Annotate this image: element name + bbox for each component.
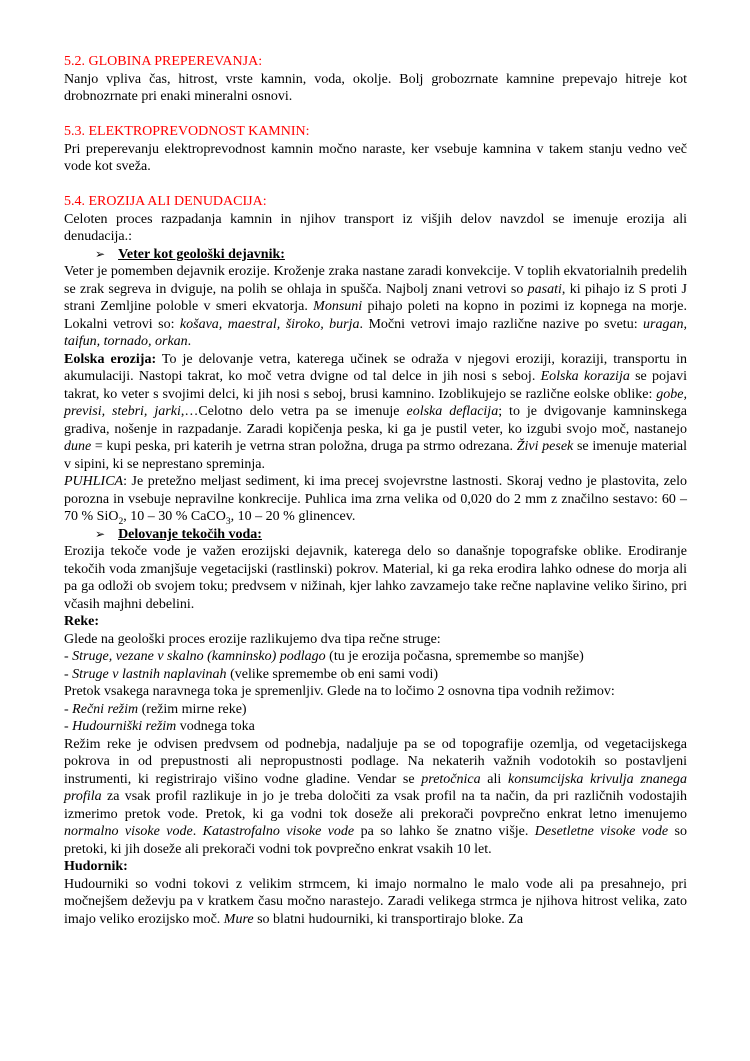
paragraph — [64, 648, 687, 666]
text-run: - — [64, 719, 73, 734]
text-run: Delovanje tekočih voda: — [118, 526, 262, 542]
section-heading — [64, 53, 687, 71]
text-run: ,…Celotno delo vetra pa se imenuje — [180, 404, 407, 419]
section-heading — [64, 193, 687, 211]
text-run: Reke: — [64, 614, 99, 629]
paragraph — [64, 543, 687, 613]
paragraph — [64, 473, 687, 526]
text-run: košava, maestral, široko, burja — [179, 316, 360, 332]
text-run: . — [187, 334, 192, 349]
text-run: : Je pretežno meljast sediment, ki ima precej svojevrstne lastnosti. Skoraj vedno je plastovita, zelo porozna in vsebuje nepravilne konkrecije. Puhlica ima zrna velika od 0,020 do 2 mm z značilno sestavo: 60 – 70 % SiO — [64, 474, 687, 524]
text-run: . Močni vetrovi imajo različne nazive po svetu: — [359, 316, 644, 332]
text-run: uragan, taifun, tornado, orkan — [64, 316, 687, 349]
bullet-item — [64, 526, 687, 544]
text-run: pihajo poleti na kopno in pozimi iz kopnega na morje. Lokalni vetrovi so: — [64, 299, 688, 332]
text-run: Eolska korazija — [540, 369, 630, 384]
text-run: Hudornik: — [64, 859, 128, 874]
text-run: eolska deflacija — [406, 404, 499, 419]
text-run: 5.3. ELEKTROPREVODNOST KAMNIN: — [64, 124, 310, 139]
text-run: Pretok vsakega naravnega toka je spremenljiv. Glede na to ločimo 2 osnovna tipa vodnih režimov: — [64, 684, 615, 699]
text-run: se imenuje material v sipini, ki se neprestano spreminja. — [64, 439, 687, 472]
paragraph — [64, 701, 687, 719]
text-run: dune — [64, 439, 92, 454]
text-run: pasati — [527, 281, 562, 297]
text-run: Režim reke je odvisen predvsem od podnebja, nadaljuje pa se od topografije ozemlja, od vegetacijskega pokrova in od prepustnosti ali nepropustnosti podlage. Na nekaterih važnih vodotokih so postavljeni instrumenti, ki registrirajo višino vodne gladine. Vendar se — [64, 736, 687, 787]
paragraph — [64, 736, 687, 859]
paragraph — [64, 666, 687, 684]
paragraph — [64, 613, 687, 631]
blank-line — [64, 176, 687, 194]
paragraph — [64, 718, 687, 736]
paragraph — [64, 876, 687, 929]
text-run: - — [64, 701, 73, 717]
text-run: so blatni hudourniki, ki transportirajo bloke. Za — [253, 911, 524, 927]
text-run: za vsak profil razlikuje in jo je treba določiti za vsak profil na ta način, da pri različnih vodostajih izmerimo pretok vode. Pretok, ki ga vodni tok doseže ali prekorači povprečno enkrat letno imenujemo — [64, 789, 687, 822]
text-run: Veter je pomemben dejavnik erozije. Kroženje zraka nastane zaradi konvekcije. V toplih ekvatorialnih predelih se zrak segreva in dviguje, na polih se ohlaja in spušča. Najbolj znani vetrovi so — [64, 264, 687, 297]
text-run: PUHLICA — [64, 474, 124, 489]
arrow-bullet-icon: ➢ — [95, 246, 106, 261]
text-run: Erozija tekoče vode je važen erozijski dejavnik, katerega delo so današnje topografske oblike. Erodiranje tekočih voda zmanjšuje vegetacijski (rastlinski) pokrov. Material, ki ga reka erodira lahko odnese do morja ali pa ga odloži ob svojem toku; predvsem v nižinah, kjer lahko zavzamejo take rečne naplavine veliko širino, pri včasih majhni debelini. — [64, 544, 687, 612]
text-run: 2 — [118, 516, 124, 527]
paragraph — [64, 683, 687, 701]
text-run: Hudourniški režim — [72, 719, 177, 734]
text-run: (tu je erozija počasna, spremembe so manjše) — [325, 649, 584, 664]
paragraph — [64, 211, 687, 246]
text-run: Katastrofalno visoke vode — [202, 824, 355, 839]
text-run: Živi pesek — [516, 439, 574, 454]
text-run: (režim mirne reke) — [138, 701, 247, 717]
arrow-bullet-icon: ➢ — [95, 526, 106, 541]
text-run: , 10 – 20 % glinencev. — [230, 509, 356, 524]
text-run: (velike spremembe ob eni sami vodi) — [226, 666, 439, 682]
text-run: Nanjo vpliva čas, hitrost, vrste kamnin, voda, okolje. Bolj grobozrnate kamnine prepevajo hitreje kot drobnozrnate pri enaki mineralni osnovi. — [64, 71, 687, 104]
text-run: Monsuni — [313, 299, 363, 314]
paragraph — [64, 858, 687, 876]
text-run: - — [64, 649, 73, 664]
text-run: vodnega toka — [176, 719, 255, 734]
text-run: = kupi peska, pri katerih je vetrna stran položna, druga pa strmo odrezana. — [91, 439, 517, 454]
text-run: Veter kot geološki dejavnik: — [118, 246, 285, 262]
text-run: ; to je dvigovanje kamninskega gradiva, nošenje in razpadanje. Zaradi kopičenja peska, ki ga je pustil veter, ko izgubi svojo moč, nastanejo — [64, 404, 687, 437]
bullet-item — [64, 246, 687, 264]
paragraph — [64, 351, 687, 474]
text-run: 3 — [225, 516, 231, 527]
text-run: . — [192, 824, 203, 839]
blank-line — [64, 106, 687, 124]
text-run: Hudourniki so vodni tokovi z velikim strmcem, ki imajo normalno le malo vode ali pa presahnejo, pri močnejšem deževju pa v kratkem času močno narastejo. Zaradi velikega strmca je njihova hitrost velika, zato imajo veliko erozijsko moč. — [64, 876, 687, 927]
text-run: Glede na geološki proces erozije razlikujemo dva tipa rečne struge: — [64, 631, 441, 647]
text-run: pa so lahko še znatno višje. — [354, 824, 535, 839]
text-run: , ki pihajo iz S proti J strani Zemljine poloble v smeri ekvatorja. — [64, 281, 687, 314]
document-content — [64, 53, 687, 928]
text-run: Pri preperevanju elektroprevodnost kamnin močno naraste, ker vsebuje kamnina v takem stanju vedno več vode kot sveža. — [64, 141, 687, 174]
text-run: Rečni režim — [72, 701, 139, 717]
text-run: konsumcijska krivulja znanega profila — [64, 771, 688, 804]
text-run: normalno visoke vode — [64, 824, 193, 839]
paragraph — [64, 631, 687, 649]
text-run: gobe, previsi, stebri, jarki — [64, 386, 687, 419]
text-run: 5.4. EROZIJA ALI DENUDACIJA: — [64, 194, 267, 209]
text-run: Struge v lastnih naplavinah — [72, 666, 227, 682]
paragraph — [64, 71, 687, 106]
text-run: Struge, vezane v skalno (kamninsko) podlago — [72, 649, 326, 664]
text-run: Mure — [223, 911, 254, 927]
paragraph — [64, 141, 687, 176]
text-run: Eolska erozija: — [64, 351, 157, 367]
text-run: , 10 – 30 % CaCO — [123, 509, 226, 524]
paragraph — [64, 263, 687, 351]
text-run: Desetletne visoke vode — [534, 824, 669, 839]
text-run: To je delovanje vetra, katerega učinek se odraža v njegovi eroziji, koraziji, transportu in akumulaciji. Nastopi takrat, ko moč vetra dvigne od tal delce in jih nosi s seboj. — [64, 351, 687, 384]
text-run: ali — [480, 771, 508, 787]
text-run: pretočnica — [421, 771, 481, 787]
text-run: se pojavi takrat, ko veter s svojimi delci, ki jih nosi s seboj, brusi kamnino. Izoblikujejo se različne eolske oblike: — [64, 369, 687, 402]
section-heading — [64, 123, 687, 141]
text-run: 5.2. GLOBINA PREPEREVANJA: — [64, 54, 263, 69]
text-run: - — [64, 666, 73, 682]
text-run: Celoten proces razpadanja kamnin in njihov transport iz višjih delov navzdol se imenuje erozija ali denudacija.: — [64, 211, 687, 244]
text-run: so pretoki, ki jih doseže ali prekorači vodni tok povprečno enkrat vsakih 10 let. — [64, 824, 688, 857]
